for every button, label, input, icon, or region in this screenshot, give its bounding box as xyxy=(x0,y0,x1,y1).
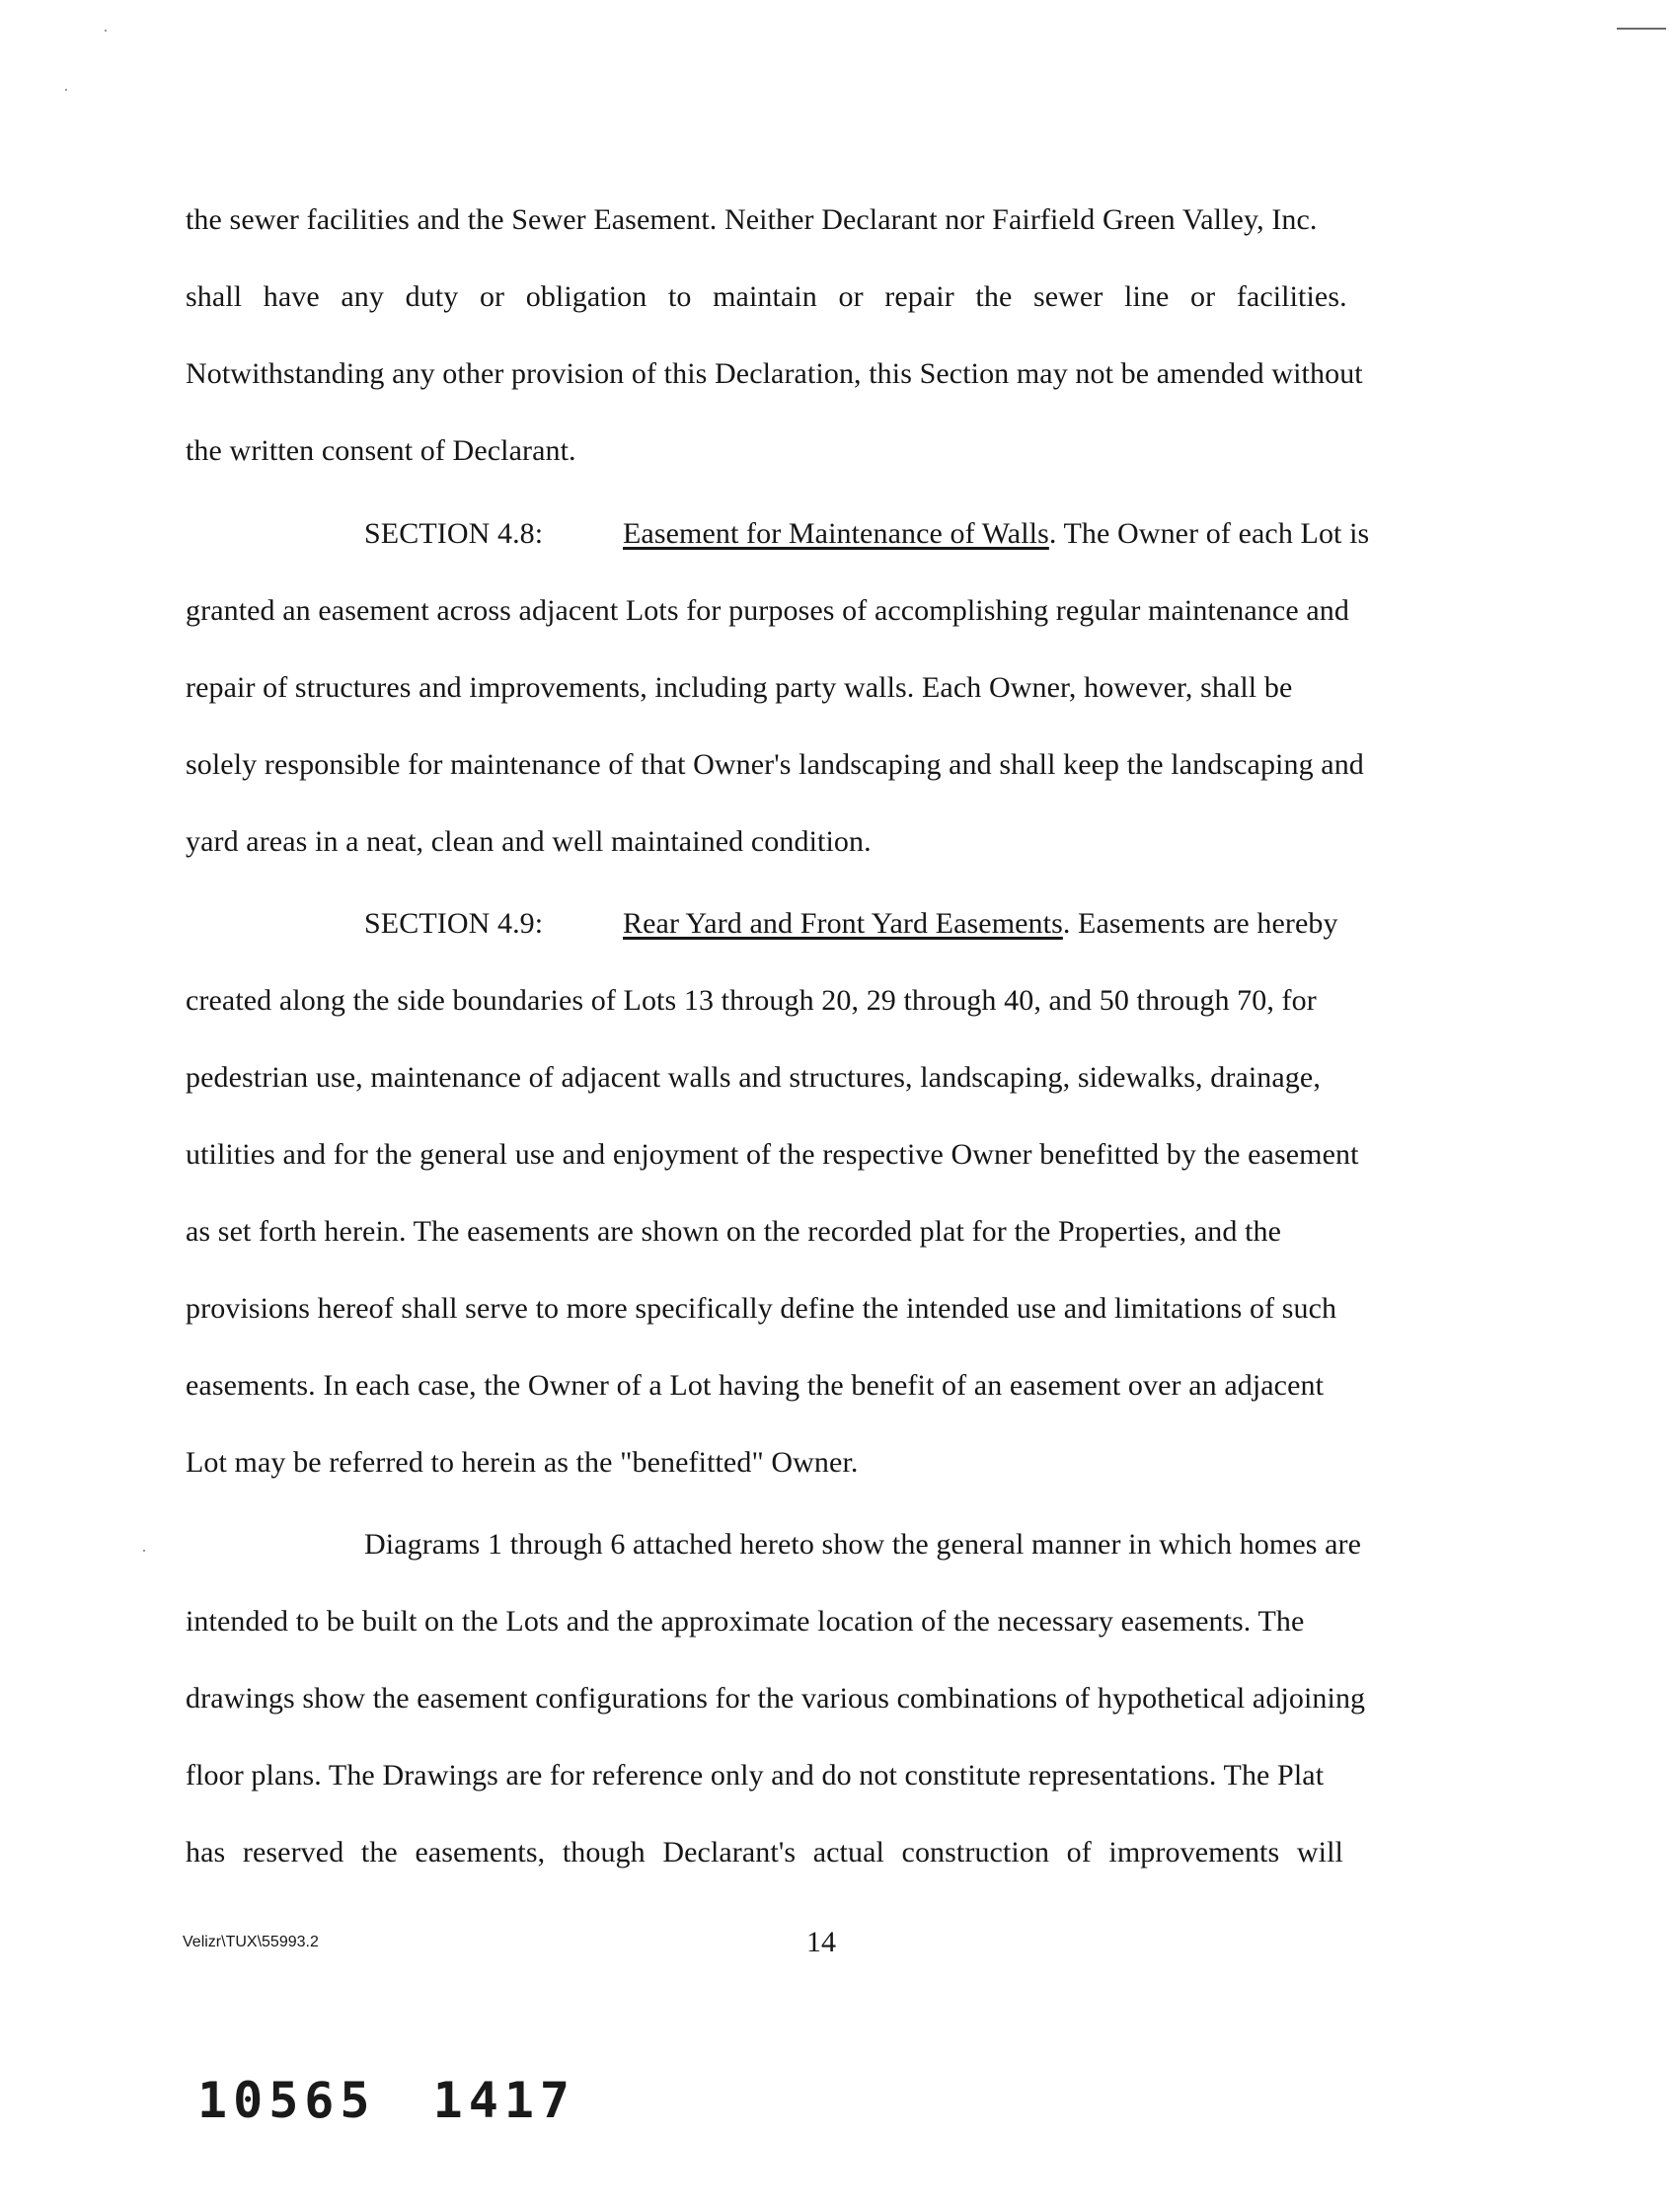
text-line: utilities and for the general use and enjoyment of the respective Owner benefitted by the easement xyxy=(186,1138,1359,1171)
text-line: shall have any duty or obligation to maintain or repair the sewer line or facilities. xyxy=(186,280,1347,313)
text-line: provisions hereof shall serve to more specifically define the intended use and limitations of such xyxy=(186,1292,1337,1325)
scan-speck xyxy=(105,30,107,32)
scan-speck xyxy=(143,1550,145,1552)
text-line: solely responsible for maintenance of that Owner's landscaping and shall keep the landscaping and xyxy=(186,748,1364,781)
text-line: as set forth herein. The easements are shown on the recorded plat for the Properties, and the xyxy=(186,1215,1282,1248)
text-line: yard areas in a neat, clean and well maintained condition. xyxy=(186,825,872,858)
section-title: Easement for Maintenance of Walls xyxy=(623,517,1049,550)
section-heading-4-8 xyxy=(364,509,1469,559)
section-number: SECTION 4.8: xyxy=(364,517,544,550)
scan-speck xyxy=(65,89,67,91)
section-heading-4-9 xyxy=(364,899,1469,949)
text-line: Notwithstanding any other provision of this Declaration, this Section may not be amended without xyxy=(186,357,1363,390)
section-number: SECTION 4.9: xyxy=(364,907,544,940)
text-line: Lot may be referred to herein as the "benefitted" Owner. xyxy=(186,1446,859,1479)
text-line: pedestrian use, maintenance of adjacent walls and structures, landscaping, sidewalks, drainage, xyxy=(186,1061,1321,1094)
scan-corner-mark xyxy=(1617,28,1666,30)
recording-stamp-number: 10565 1417 xyxy=(197,2072,576,2129)
document-reference: Velizr\TUX\55993.2 xyxy=(183,1934,319,1950)
text-line: created along the side boundaries of Lots 13 through 20, 29 through 40, and 50 through 70, for xyxy=(186,984,1317,1017)
text-line: easements. In each case, the Owner of a Lot having the benefit of an easement over an adjacent xyxy=(186,1369,1325,1402)
section-title: Rear Yard and Front Yard Easements xyxy=(623,907,1063,940)
text-line: granted an easement across adjacent Lots for purposes of accomplishing regular maintenance and xyxy=(186,594,1349,627)
page-number: 14 xyxy=(806,1926,836,1958)
section-lead-text: . The Owner of each Lot is xyxy=(1048,517,1370,550)
section-lead-text: . Easements are hereby xyxy=(1062,907,1338,940)
text-line: the written consent of Declarant. xyxy=(186,434,576,467)
text-line: Diagrams 1 through 6 attached hereto show the general manner in which homes are xyxy=(364,1528,1362,1561)
text-line: has reserved the easements, though Declarant's actual construction of improvements will xyxy=(186,1836,1343,1869)
text-line: drawings show the easement configurations for the various combinations of hypothetical adjoining xyxy=(186,1682,1366,1715)
text-line: intended to be built on the Lots and the approximate location of the necessary easements. The xyxy=(186,1605,1305,1638)
text-line: the sewer facilities and the Sewer Easement. Neither Declarant nor Fairfield Green Valley, Inc. xyxy=(186,203,1318,236)
text-line: repair of structures and improvements, including party walls. Each Owner, however, shall be xyxy=(186,671,1293,704)
text-line: floor plans. The Drawings are for reference only and do not constitute representations. The Plat xyxy=(186,1759,1325,1792)
